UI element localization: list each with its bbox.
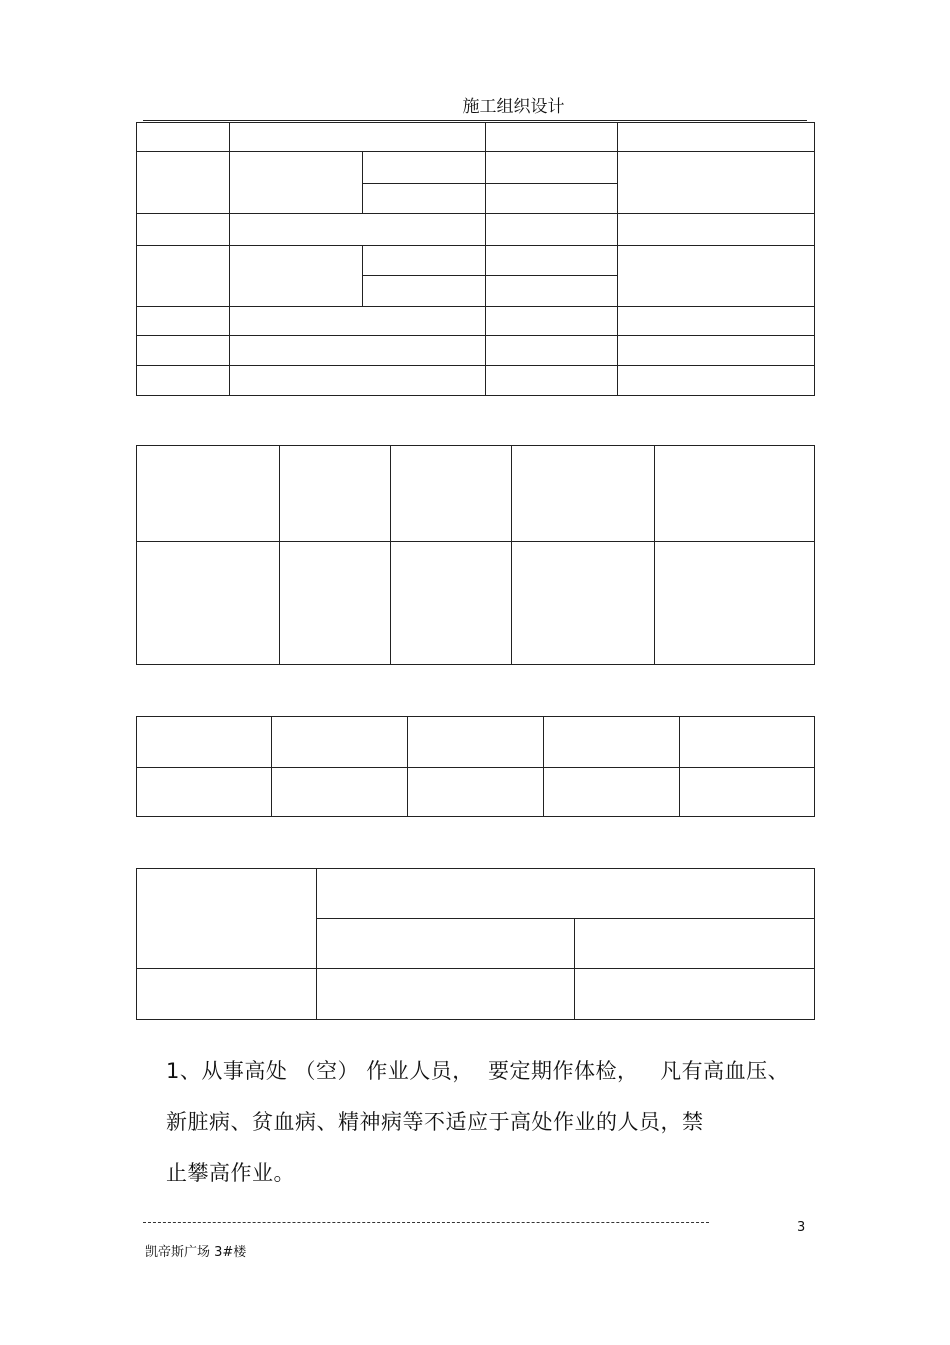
body-line-3: 止攀高作业。 bbox=[166, 1161, 295, 1185]
body-line-1: 1、从事高处 （空） 作业人员， 要定期作体检， 凡有高血压、 bbox=[166, 1059, 790, 1083]
page-number: 3 bbox=[797, 1220, 806, 1235]
footer-divider bbox=[143, 1222, 709, 1223]
page-header-title: 施工组织设计 bbox=[462, 97, 565, 117]
header-rule bbox=[143, 120, 807, 121]
body-line-2: 新脏病、贫血病、精神病等不适应于高处作业的人员，禁 bbox=[166, 1110, 704, 1134]
footer-project-name: 凯帝斯广场 3#楼 bbox=[145, 1245, 247, 1260]
